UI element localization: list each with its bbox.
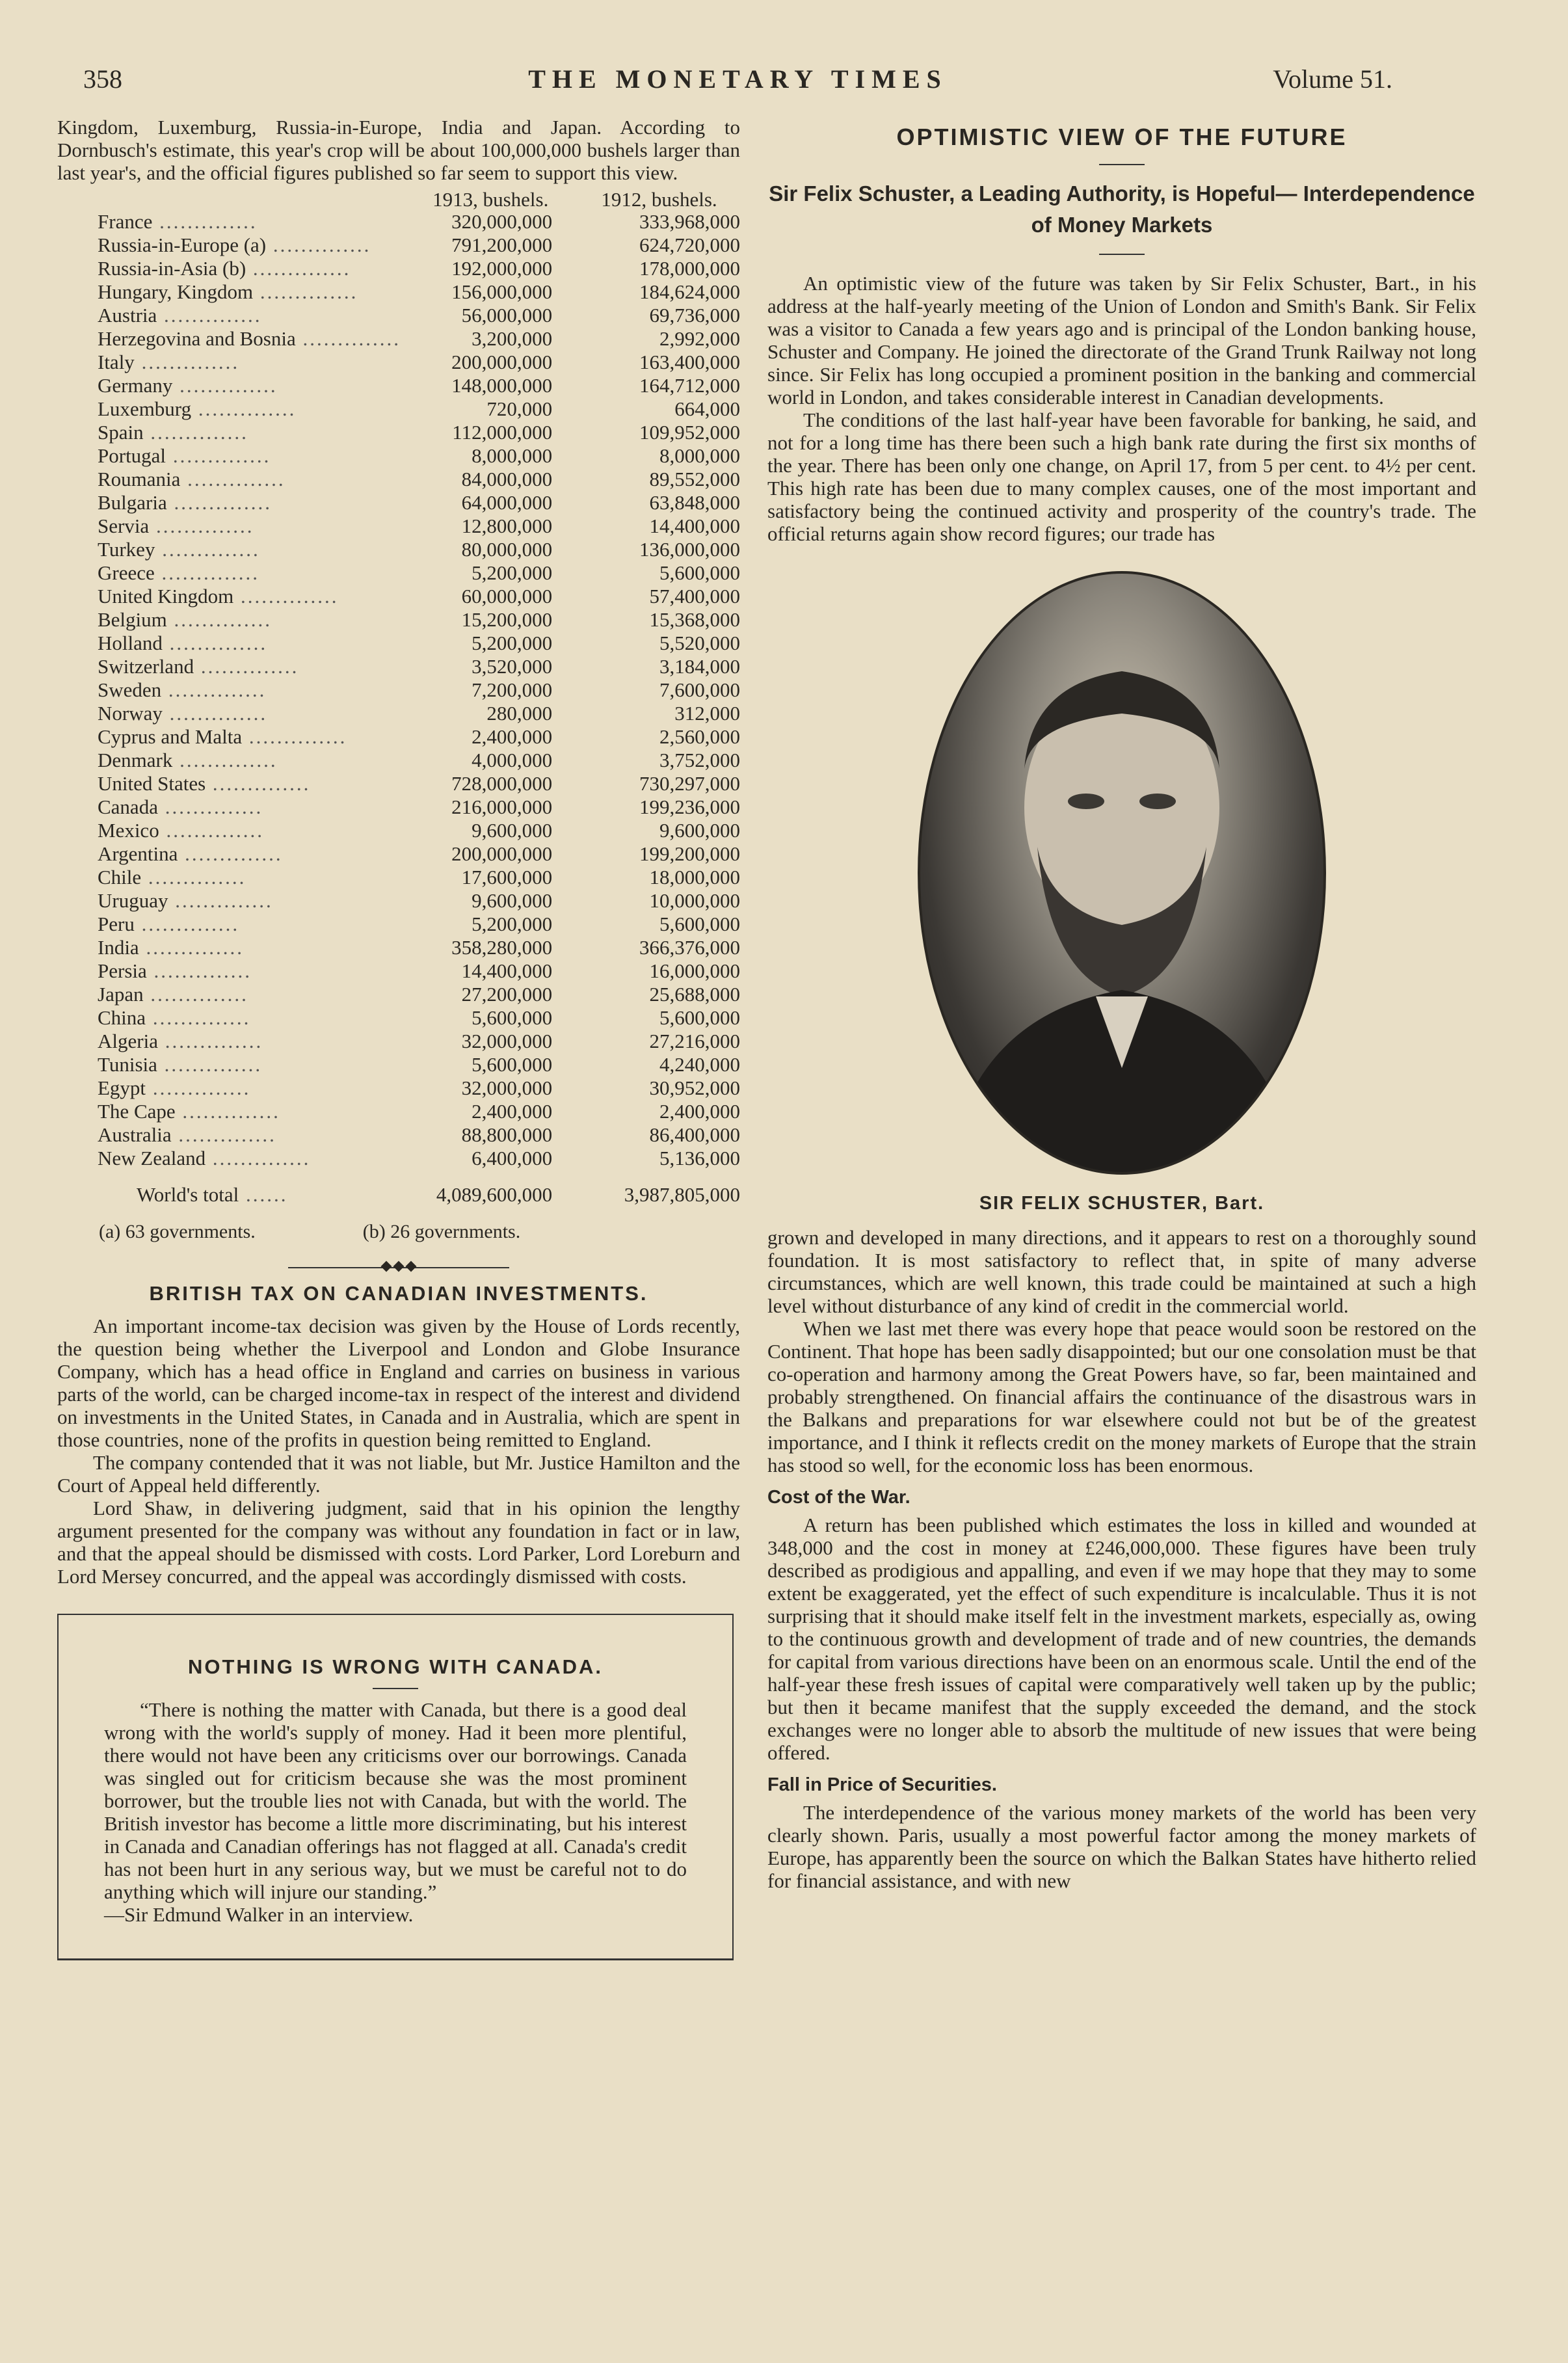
country-name: Russia-in-Asia (b) (98, 257, 246, 280)
crop-table-row: Russia-in-Europe (a) .............. 791,200,000 624,720,000 (98, 234, 740, 256)
value-1912: 63,848,000 (649, 491, 740, 514)
article-subtitle: Sir Felix Schuster, a Leading Authority, is Hopeful— Interdependence of Money Markets (769, 181, 1475, 237)
country-name: United States (98, 772, 206, 795)
value-1913: 720,000 (486, 397, 553, 420)
value-1913: 2,400,000 (472, 725, 553, 748)
crop-table-row: Greece .............. 5,200,000 5,600,000 (98, 561, 740, 584)
paragraph: The company contended that it was not liable, but Mr. Justice Hamilton and the Court of Appeal held differently. (57, 1451, 740, 1497)
value-1912: 3,752,000 (659, 749, 740, 771)
article-title: OPTIMISTIC VIEW OF THE FUTURE (896, 124, 1348, 150)
paragraph: When we last met there was every hope that peace would soon be restored on the Continent. That hope has been sadly disappointed; but our one consolation must be that co-operation and harmony among the Great Powers have, so far, been maintained and probably strengthened. On financial affairs the continuance of the disastrous wars in the Balkans and preparations for war elsewhere could not but be of the greatest importance, and I think it reflects credit on the money markets of Europe that the strain has stood so well, for the economic loss has been enormous. (767, 1317, 1476, 1476)
value-1913: 32,000,000 (461, 1030, 553, 1052)
paragraph: The conditions of the last half-year have been favorable for banking, he said, and not for a long time has there been such a high bank rate during the first six months of the year. There has been only one change, on April 17, from 5 per cent. to 4½ per cent. This high rate has been due to many complex causes, one of the most important and satisfactory being the continued activity and prosperity of the country's trade. The official returns again show record figures; our trade has (767, 408, 1476, 545)
crop-table-row: India .............. 358,280,000 366,376,000 (98, 936, 740, 959)
canada-quote: “There is nothing the matter with Canada, but there is a good deal wrong with the world's supply of money. Had it been more plentiful, there would not have been any criticisms over our borrowings. Canada was singled out for criticism because she was the most prominent borrower, but the trouble lies not with Canada, but with the world. The British investor has become a little more discriminating, but his interest in Canada and Canadian offerings has not flagged at all. Canada's credit has not been hurt in any serious way, but we must be careful not to do anything which will injure our standing.” (104, 1698, 687, 1903)
crop-table-row: France .............. 320,000,000 333,968,000 (98, 210, 740, 233)
country-name: Peru (98, 913, 135, 935)
country-name: Luxemburg (98, 397, 192, 420)
value-1912: 664,000 (674, 397, 740, 420)
crop-table-row: Servia .............. 12,800,000 14,400,000 (98, 514, 740, 537)
short-rule (1099, 254, 1145, 255)
crop-table-row: Uruguay .............. 9,600,000 10,000,000 (98, 889, 740, 912)
crop-table-row: Russia-in-Asia (b) .............. 192,000,000 178,000,000 (98, 257, 740, 280)
value-1913: 17,600,000 (461, 866, 553, 888)
value-1912: 5,600,000 (659, 1006, 740, 1029)
value-1913: 156,000,000 (451, 280, 553, 303)
value-1912: 30,952,000 (649, 1076, 740, 1099)
country-name: Switzerland (98, 655, 194, 678)
crop-table-row: Germany .............. 148,000,000 164,712,000 (98, 374, 740, 397)
country-name: Herzegovina and Bosnia (98, 327, 296, 350)
value-1913: 5,200,000 (472, 561, 553, 584)
value-1912: 109,952,000 (639, 421, 740, 444)
country-name: Germany (98, 374, 173, 397)
left-column (57, 116, 740, 1960)
paragraph: An important income-tax decision was given by the House of Lords recently, the question being whether the Liverpool and London and Globe Insurance Company, which has a head office in England and carries on business in various parts of the world, can be charged income-tax in respect of the interest and dividend on investments in the United States, in Canada and in Australia, which are spent in those countries, none of the profits in question being remitted to England. (57, 1315, 740, 1451)
value-1912: 27,216,000 (649, 1030, 740, 1052)
portrait-photo (914, 571, 1330, 1176)
country-name: Roumania (98, 468, 181, 490)
country-name: Argentina (98, 842, 178, 865)
crop-table-row: Norway .............. 280,000 312,000 (98, 702, 740, 725)
crop-table-row: The Cape .............. 2,400,000 2,400,000 (98, 1100, 740, 1123)
crop-table-row: Egypt .............. 32,000,000 30,952,000 (98, 1076, 740, 1099)
country-name: China (98, 1006, 146, 1029)
value-1913: 32,000,000 (461, 1076, 553, 1099)
short-rule (1099, 164, 1145, 165)
value-1912: 136,000,000 (639, 538, 740, 561)
value-1912: 10,000,000 (649, 889, 740, 912)
value-1912: 18,000,000 (649, 866, 740, 888)
crop-table-row: Hungary, Kingdom .............. 156,000,000 184,624,000 (98, 280, 740, 303)
value-1912: 2,560,000 (659, 725, 740, 748)
crop-table-row: Italy .............. 200,000,000 163,400,000 (98, 351, 740, 373)
country-name: Russia-in-Europe (a) (98, 234, 267, 256)
value-1912: 25,688,000 (649, 983, 740, 1006)
crop-table-row: Herzegovina and Bosnia .............. 3,200,000 2,992,000 (98, 327, 740, 350)
country-name: The Cape (98, 1100, 176, 1123)
note-a: (a) 63 governments. (99, 1221, 256, 1242)
page-number: 358 (83, 64, 122, 94)
country-name: New Zealand (98, 1147, 206, 1169)
crop-table-row: Japan .............. 27,200,000 25,688,000 (98, 983, 740, 1006)
country-name: Norway (98, 702, 163, 725)
crop-table-row: United Kingdom .............. 60,000,000 57,400,000 (98, 585, 740, 607)
canada-attribution: —Sir Edmund Walker in an interview. (104, 1903, 414, 1926)
value-1913: 14,400,000 (461, 959, 553, 982)
crop-table-row: New Zealand .............. 6,400,000 5,136,000 (98, 1147, 740, 1169)
crop-notes (99, 1221, 740, 1243)
country-name: Canada (98, 795, 158, 818)
value-1913: 64,000,000 (461, 491, 553, 514)
value-1913: 192,000,000 (451, 257, 553, 280)
value-1913: 3,200,000 (472, 327, 553, 350)
country-name: Cyprus and Malta (98, 725, 243, 748)
crop-table-row: Roumania .............. 84,000,000 89,552,000 (98, 468, 740, 490)
cost-heading: Cost of the War. (767, 1487, 910, 1508)
crop-table-row: Bulgaria .............. 64,000,000 63,848,000 (98, 491, 740, 514)
crop-table-row: Spain .............. 112,000,000 109,952,000 (98, 421, 740, 444)
crop-table-row: Cyprus and Malta .............. 2,400,000 2,560,000 (98, 725, 740, 748)
value-1913: 5,600,000 (472, 1053, 553, 1076)
value-1913: 27,200,000 (461, 983, 553, 1006)
crop-intro: Kingdom, Luxemburg, Russia-in-Europe, India and Japan. According to Dornbusch's estimate, this year's crop will be about 100,000,000 bushels larger than last year's, and the official figures published so far seem to support this view. (57, 116, 740, 184)
value-1913: 200,000,000 (451, 351, 553, 373)
country-name: Austria (98, 304, 157, 327)
value-1913: 9,600,000 (472, 889, 553, 912)
crop-table-row: Denmark .............. 4,000,000 3,752,000 (98, 749, 740, 771)
country-name: United Kingdom (98, 585, 234, 607)
value-1912: 624,720,000 (639, 234, 740, 256)
crop-table (98, 189, 740, 1207)
country-name: Spain (98, 421, 144, 444)
value-1913: 3,520,000 (472, 655, 553, 678)
col-1913-header: 1913, bushels. (432, 188, 549, 211)
value-1912: 199,236,000 (639, 795, 740, 818)
value-1913: 280,000 (486, 702, 553, 725)
crop-table-row: Sweden .............. 7,200,000 7,600,000 (98, 678, 740, 701)
value-1912: 178,000,000 (639, 257, 740, 280)
value-1913: 60,000,000 (461, 585, 553, 607)
value-1912: 333,968,000 (639, 210, 740, 233)
crop-table-row: Peru .............. 5,200,000 5,600,000 (98, 913, 740, 935)
value-1913: 5,200,000 (472, 632, 553, 654)
crop-table-row: Austria .............. 56,000,000 69,736,000 (98, 304, 740, 327)
value-1912: 5,600,000 (659, 561, 740, 584)
journal-title: THE MONETARY TIMES (528, 64, 948, 94)
value-1912: 2,992,000 (659, 327, 740, 350)
right-column (767, 116, 1476, 1892)
value-1912: 730,297,000 (639, 772, 740, 795)
country-name: Portugal (98, 444, 166, 467)
value-1913: 84,000,000 (461, 468, 553, 490)
paragraph: grown and developed in many directions, and it appears to rest on a thoroughly sound foundation. It is most satisfactory to reflect that, in spite of many adverse circumstances, which are well known, this trade could be maintained at such a high level without disturbance of any kind of credit in the commercial world. (767, 1226, 1476, 1317)
crop-table-row: Australia .............. 88,800,000 86,400,000 (98, 1123, 740, 1146)
crop-table-row: Turkey .............. 80,000,000 136,000,000 (98, 538, 740, 561)
total-1913: 4,089,600,000 (436, 1183, 553, 1206)
value-1913: 88,800,000 (461, 1123, 553, 1146)
volume-label: Volume 51. (1273, 64, 1392, 94)
country-name: Uruguay (98, 889, 168, 912)
value-1912: 5,136,000 (659, 1147, 740, 1169)
country-name: Denmark (98, 749, 173, 771)
photo-caption: SIR FELIX SCHUSTER, Bart. (979, 1193, 1265, 1214)
country-name: Egypt (98, 1076, 146, 1099)
value-1913: 358,280,000 (451, 936, 553, 959)
canada-quote-box (57, 1614, 734, 1960)
value-1912: 15,368,000 (649, 608, 740, 631)
country-name: Chile (98, 866, 142, 888)
country-name: Bulgaria (98, 491, 167, 514)
country-name: Italy (98, 351, 135, 373)
value-1913: 5,200,000 (472, 913, 553, 935)
value-1913: 112,000,000 (452, 421, 553, 444)
value-1912: 16,000,000 (649, 959, 740, 982)
value-1912: 9,600,000 (659, 819, 740, 842)
value-1913: 9,600,000 (472, 819, 553, 842)
value-1912: 199,200,000 (639, 842, 740, 865)
value-1912: 312,000 (674, 702, 740, 725)
value-1913: 2,400,000 (472, 1100, 553, 1123)
value-1912: 366,376,000 (639, 936, 740, 959)
canada-box-title: NOTHING IS WRONG WITH CANADA. (187, 1655, 604, 1678)
value-1912: 2,400,000 (659, 1100, 740, 1123)
crop-table-row: Mexico .............. 9,600,000 9,600,000 (98, 819, 740, 842)
country-name: France (98, 210, 153, 233)
total-label: World's total (137, 1183, 239, 1206)
fall-paragraph: The interdependence of the various money markets of the world has been very clearly shown. Paris, usually a most powerful factor among the money markets of Europe, has apparently been the source on which the Balkan States have hitherto relied for financial assistance, and with new (767, 1801, 1476, 1892)
country-name: Holland (98, 632, 163, 654)
value-1913: 7,200,000 (472, 678, 553, 701)
crop-table-row: Algeria .............. 32,000,000 27,216,000 (98, 1030, 740, 1052)
crop-table-row: Luxemburg .............. 720,000 664,000 (98, 397, 740, 420)
value-1912: 89,552,000 (649, 468, 740, 490)
crop-table-row: Tunisia .............. 5,600,000 4,240,000 (98, 1053, 740, 1076)
value-1912: 163,400,000 (639, 351, 740, 373)
article-intro (767, 272, 1476, 545)
value-1912: 8,000,000 (659, 444, 740, 467)
note-b: (b) 26 governments. (362, 1221, 521, 1242)
value-1913: 320,000,000 (451, 210, 553, 233)
value-1913: 6,400,000 (472, 1147, 553, 1169)
crop-table-row: Argentina .............. 200,000,000 199,200,000 (98, 842, 740, 865)
country-name: Persia (98, 959, 147, 982)
country-name: Servia (98, 514, 150, 537)
paragraph: Lord Shaw, in delivering judgment, said that in his opinion the lengthy argument presented for the company was without any foundation in fact or in law, and that the appeal should be dismissed with costs. Lord Parker, Lord Loreburn and Lord Mersey concurred, and the appeal was accordingly dismissed with costs. (57, 1497, 740, 1588)
value-1913: 4,000,000 (472, 749, 553, 771)
country-name: Hungary, Kingdom (98, 280, 254, 303)
country-name: Greece (98, 561, 155, 584)
value-1913: 200,000,000 (451, 842, 553, 865)
value-1912: 57,400,000 (649, 585, 740, 607)
country-name: Turkey (98, 538, 155, 561)
crop-table-row: Portugal .............. 8,000,000 8,000,000 (98, 444, 740, 467)
value-1913: 8,000,000 (472, 444, 553, 467)
crop-total-row: World's total ...... 4,089,600,000 3,987,805,000 (98, 1170, 740, 1207)
country-name: Australia (98, 1123, 172, 1146)
value-1912: 86,400,000 (649, 1123, 740, 1146)
country-name: Sweden (98, 678, 162, 701)
crop-table-row: Belgium .............. 15,200,000 15,368,000 (98, 608, 740, 631)
value-1913: 80,000,000 (461, 538, 553, 561)
value-1913: 791,200,000 (451, 234, 553, 256)
country-name: Tunisia (98, 1053, 157, 1076)
country-name: Belgium (98, 608, 167, 631)
crop-table-row: Canada .............. 216,000,000 199,236,000 (98, 795, 740, 818)
crop-table-row: Chile .............. 17,600,000 18,000,000 (98, 866, 740, 888)
value-1912: 184,624,000 (639, 280, 740, 303)
article-body (767, 1226, 1476, 1476)
value-1912: 5,520,000 (659, 632, 740, 654)
value-1912: 164,712,000 (639, 374, 740, 397)
country-name: Mexico (98, 819, 159, 842)
value-1913: 216,000,000 (451, 795, 553, 818)
value-1912: 4,240,000 (659, 1053, 740, 1076)
value-1913: 15,200,000 (461, 608, 553, 631)
crop-table-header (98, 189, 740, 210)
crop-table-row: Persia .............. 14,400,000 16,000,000 (98, 959, 740, 982)
value-1913: 728,000,000 (451, 772, 553, 795)
paragraph: An optimistic view of the future was taken by Sir Felix Schuster, Bart., in his address at the half-yearly meeting of the Union of London and Smith's Bank. Sir Felix was a visitor to Canada a few years ago and is principal of the London banking house, Schuster and Company. He joined the directorate of the Grand Trunk Railway not long since. Sir Felix has long occupied a prominent position in the banking and commercial world in London, and takes considerable interest in Canadian developments. (767, 272, 1476, 408)
value-1912: 3,184,000 (659, 655, 740, 678)
value-1913: 12,800,000 (461, 514, 553, 537)
crop-table-row: United States .............. 728,000,000 730,297,000 (98, 772, 740, 795)
total-1912: 3,987,805,000 (624, 1183, 740, 1206)
value-1912: 7,600,000 (659, 678, 740, 701)
col-1912-header: 1912, bushels. (601, 188, 717, 211)
country-name: India (98, 936, 139, 959)
cost-paragraph: A return has been published which estimates the loss in killed and wounded at 348,000 and the cost in money at £246,000,000. These figures have been truly described as prodigious and appalling, and even if we may hope that they may to some extent be exaggerated, yet the effect of such expenditure is incalculable. Thus it is not surprising that it should make itself felt in the investment markets, especially as, owing to the continuous growth and development of trade and of new countries, the demands for capital from various directions have been on an enormous scale. Until the end of the half-year these fresh issues of capital were comparatively well taken up by the public; but then it became manifest that the supply exceeded the demand, and the stock exchanges were no longer able to absorb the multitude of new issues that were being offered. (767, 1514, 1476, 1764)
value-1913: 148,000,000 (451, 374, 553, 397)
short-rule (373, 1688, 418, 1689)
country-name: Algeria (98, 1030, 158, 1052)
crop-table-row: China .............. 5,600,000 5,600,000 (98, 1006, 740, 1029)
british-tax-title: BRITISH TAX ON CANADIAN INVESTMENTS. (149, 1282, 648, 1305)
fall-heading: Fall in Price of Securities. (767, 1774, 997, 1795)
value-1912: 14,400,000 (649, 514, 740, 537)
crop-table-row: Switzerland .............. 3,520,000 3,184,000 (98, 655, 740, 678)
value-1912: 69,736,000 (649, 304, 740, 327)
crop-table-row: Holland .............. 5,200,000 5,520,000 (98, 632, 740, 654)
value-1913: 5,600,000 (472, 1006, 553, 1029)
ornament-divider (288, 1261, 509, 1274)
page-header (83, 64, 1392, 103)
value-1913: 56,000,000 (461, 304, 553, 327)
value-1912: 5,600,000 (659, 913, 740, 935)
country-name: Japan (98, 983, 144, 1006)
portrait-image (918, 571, 1326, 1175)
british-tax-body (57, 1315, 740, 1588)
